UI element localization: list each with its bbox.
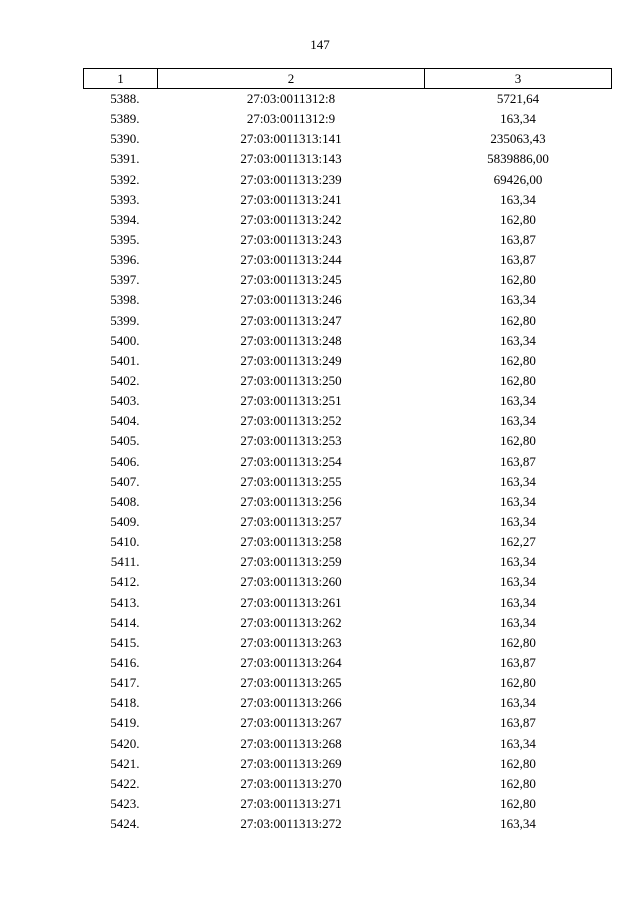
row-number-cell: 5407. xyxy=(110,473,140,489)
value-cell: 163,34 xyxy=(500,554,536,570)
value-cell: 5839886,00 xyxy=(487,151,549,167)
cadastral-number-cell: 27:03:0011312:9 xyxy=(246,111,336,127)
row-number-cell: 5417. xyxy=(110,675,140,691)
row-number-cell: 5394. xyxy=(110,211,140,227)
value-cell: 162,80 xyxy=(500,211,536,227)
table-body xyxy=(84,89,612,835)
table-row xyxy=(84,391,612,411)
column-header-2: 2 xyxy=(158,69,425,89)
table-row xyxy=(84,351,612,371)
cadastral-number-cell: 27:03:0011313:255 xyxy=(240,473,342,489)
cadastral-number-cell: 27:03:0011313:271 xyxy=(240,795,342,811)
cadastral-number-cell: 27:03:0011313:248 xyxy=(240,332,342,348)
cadastral-number-cell: 27:03:0011313:239 xyxy=(240,171,342,187)
row-number-cell: 5423. xyxy=(110,795,140,811)
page-number: 147 xyxy=(310,37,330,52)
table-row xyxy=(84,572,612,592)
cadastral-number-cell: 27:03:0011313:257 xyxy=(240,514,342,530)
cadastral-number-cell: 27:03:0011313:246 xyxy=(240,292,342,308)
value-cell: 162,80 xyxy=(500,433,536,449)
cadastral-number-cell: 27:03:0011313:250 xyxy=(240,373,342,389)
row-number-cell: 5409. xyxy=(110,514,140,530)
table-row xyxy=(84,653,612,673)
value-cell: 163,34 xyxy=(500,191,536,207)
table-row xyxy=(84,794,612,814)
row-number-cell: 5418. xyxy=(110,695,140,711)
row-number-cell: 5388. xyxy=(110,91,140,107)
table-row xyxy=(84,129,612,149)
cadastral-number-cell: 27:03:0011313:258 xyxy=(240,534,342,550)
table-row xyxy=(84,814,612,834)
value-cell: 162,27 xyxy=(500,534,536,550)
table-row xyxy=(84,290,612,310)
row-number-cell: 5399. xyxy=(110,312,140,328)
value-cell: 163,87 xyxy=(500,453,536,469)
row-number-cell: 5421. xyxy=(110,755,140,771)
cadastral-number-cell: 27:03:0011313:247 xyxy=(240,312,342,328)
value-cell: 163,87 xyxy=(500,252,536,268)
row-number-cell: 5396. xyxy=(110,252,140,268)
row-number-cell: 5398. xyxy=(110,292,140,308)
row-number-cell: 5411. xyxy=(110,554,140,570)
row-number-cell: 5405. xyxy=(110,433,140,449)
cadastral-number-cell: 27:03:0011313:242 xyxy=(240,211,342,227)
table-row xyxy=(84,149,612,169)
cadastral-number-cell: 27:03:0011313:256 xyxy=(240,493,342,509)
cadastral-number-cell: 27:03:0011313:270 xyxy=(240,775,342,791)
cadastral-number-cell: 27:03:0011313:252 xyxy=(240,413,342,429)
row-number-cell: 5404. xyxy=(110,413,140,429)
cadastral-number-cell: 27:03:0011313:241 xyxy=(240,191,342,207)
row-number-cell: 5414. xyxy=(110,614,140,630)
table-row xyxy=(84,250,612,270)
value-cell: 163,34 xyxy=(500,473,536,489)
row-number-cell: 5408. xyxy=(110,493,140,509)
table-row xyxy=(84,371,612,391)
value-cell: 162,80 xyxy=(500,272,536,288)
table-row xyxy=(84,109,612,129)
table-row xyxy=(84,593,612,613)
value-cell: 163,34 xyxy=(500,816,536,832)
cadastral-number-cell: 27:03:0011313:253 xyxy=(240,433,342,449)
row-number-cell: 5424. xyxy=(110,816,140,832)
cadastral-number-cell: 27:03:0011313:243 xyxy=(240,232,342,248)
cadastral-number-cell: 27:03:0011313:269 xyxy=(240,755,342,771)
row-number-cell: 5389. xyxy=(110,111,140,127)
value-cell: 163,87 xyxy=(500,655,536,670)
value-cell: 162,80 xyxy=(500,795,536,811)
row-number-cell: 5415. xyxy=(110,634,140,650)
value-cell: 163,34 xyxy=(500,292,536,308)
value-cell: 163,34 xyxy=(500,111,536,127)
row-number-cell: 5420. xyxy=(110,735,140,751)
cadastral-number-cell: 27:03:0011313:249 xyxy=(240,352,342,368)
row-number-cell: 5402. xyxy=(110,373,140,389)
value-cell: 163,34 xyxy=(500,735,536,751)
table-row xyxy=(84,452,612,472)
table-row xyxy=(84,633,612,653)
value-cell: 163,34 xyxy=(500,413,536,429)
table-row xyxy=(84,472,612,492)
value-cell: 235063,43 xyxy=(490,131,546,147)
cadastral-number-cell: 27:03:0011313:264 xyxy=(240,655,342,670)
value-cell: 162,80 xyxy=(500,634,536,650)
value-cell: 163,34 xyxy=(500,695,536,711)
cadastral-number-cell: 27:03:0011313:260 xyxy=(240,574,342,590)
cadastral-table xyxy=(83,68,612,834)
table-row xyxy=(84,431,612,451)
cadastral-number-cell: 27:03:0011313:266 xyxy=(240,695,342,711)
cadastral-number-cell: 27:03:0011313:143 xyxy=(240,151,342,167)
table-row xyxy=(84,532,612,552)
cadastral-number-cell: 27:03:0011313:254 xyxy=(240,453,342,469)
table-header xyxy=(84,69,612,89)
cadastral-number-cell: 27:03:0011313:267 xyxy=(240,715,342,731)
cadastral-number-cell: 27:03:0011313:251 xyxy=(240,393,342,409)
table-row xyxy=(84,492,612,512)
cadastral-number-cell: 27:03:0011313:272 xyxy=(240,816,342,832)
cadastral-number-cell: 27:03:0011313:262 xyxy=(240,614,342,630)
table-row xyxy=(84,331,612,351)
row-number-cell: 5410. xyxy=(110,534,140,550)
row-number-cell: 5397. xyxy=(110,272,140,288)
table-row xyxy=(84,613,612,633)
cadastral-number-cell: 27:03:0011312:8 xyxy=(246,91,336,107)
row-number-cell: 5419. xyxy=(110,715,140,731)
value-cell: 163,34 xyxy=(500,614,536,630)
table-row xyxy=(84,774,612,794)
row-number-cell: 5406. xyxy=(110,453,140,469)
table-row xyxy=(84,411,612,431)
row-number-cell: 5393. xyxy=(110,191,140,207)
row-number-cell: 5391. xyxy=(110,151,140,167)
table-row xyxy=(84,734,612,754)
cadastral-number-cell: 27:03:0011313:265 xyxy=(240,675,342,691)
row-number-cell: 5400. xyxy=(110,332,140,348)
table-row xyxy=(84,210,612,230)
table-row xyxy=(84,713,612,733)
cadastral-number-cell: 27:03:0011313:141 xyxy=(240,131,342,147)
table-row xyxy=(84,190,612,210)
cadastral-number-cell: 27:03:0011313:245 xyxy=(240,272,342,288)
table-row xyxy=(84,512,612,532)
table-row xyxy=(84,311,612,331)
cadastral-number-cell: 27:03:0011313:261 xyxy=(240,594,342,610)
value-cell: 162,80 xyxy=(500,352,536,368)
cadastral-number-cell: 27:03:0011313:268 xyxy=(240,735,342,751)
cadastral-number-cell: 27:03:0011313:259 xyxy=(240,554,342,570)
table-row xyxy=(84,552,612,572)
value-cell: 162,80 xyxy=(500,775,536,791)
value-cell: 163,34 xyxy=(500,393,536,409)
value-cell: 162,80 xyxy=(500,675,536,691)
value-cell: 163,34 xyxy=(500,574,536,590)
table-row xyxy=(84,230,612,250)
value-cell: 162,80 xyxy=(500,755,536,771)
value-cell: 163,34 xyxy=(500,594,536,610)
table-row xyxy=(84,89,612,110)
row-number-cell: 5413. xyxy=(110,594,140,610)
column-header-1: 1 xyxy=(84,69,158,89)
row-number-cell: 5392. xyxy=(110,171,140,187)
table-row xyxy=(84,270,612,290)
value-cell: 163,34 xyxy=(500,332,536,348)
value-cell: 163,34 xyxy=(500,493,536,509)
table-row xyxy=(84,673,612,693)
row-number-cell: 5395. xyxy=(110,232,140,248)
table-row xyxy=(84,693,612,713)
cadastral-number-cell: 27:03:0011313:263 xyxy=(240,634,342,650)
column-header-3: 3 xyxy=(425,69,612,89)
value-cell: 162,80 xyxy=(500,312,536,328)
table-row xyxy=(84,170,612,190)
table-row xyxy=(84,754,612,774)
value-cell: 163,34 xyxy=(500,514,536,530)
row-number-cell: 5412. xyxy=(110,574,140,590)
cadastral-number-cell: 27:03:0011313:244 xyxy=(240,252,342,268)
value-cell: 69426,00 xyxy=(493,171,543,187)
value-cell: 163,87 xyxy=(500,232,536,248)
value-cell: 162,80 xyxy=(500,373,536,389)
table-header-row xyxy=(84,69,612,89)
row-number-cell: 5401. xyxy=(110,352,140,368)
row-number-cell: 5416. xyxy=(110,655,140,670)
row-number-cell: 5422. xyxy=(110,775,140,791)
value-cell: 5721,64 xyxy=(496,91,540,107)
row-number-cell: 5390. xyxy=(110,131,140,147)
row-number-cell: 5403. xyxy=(110,393,140,409)
value-cell: 163,87 xyxy=(500,715,536,731)
